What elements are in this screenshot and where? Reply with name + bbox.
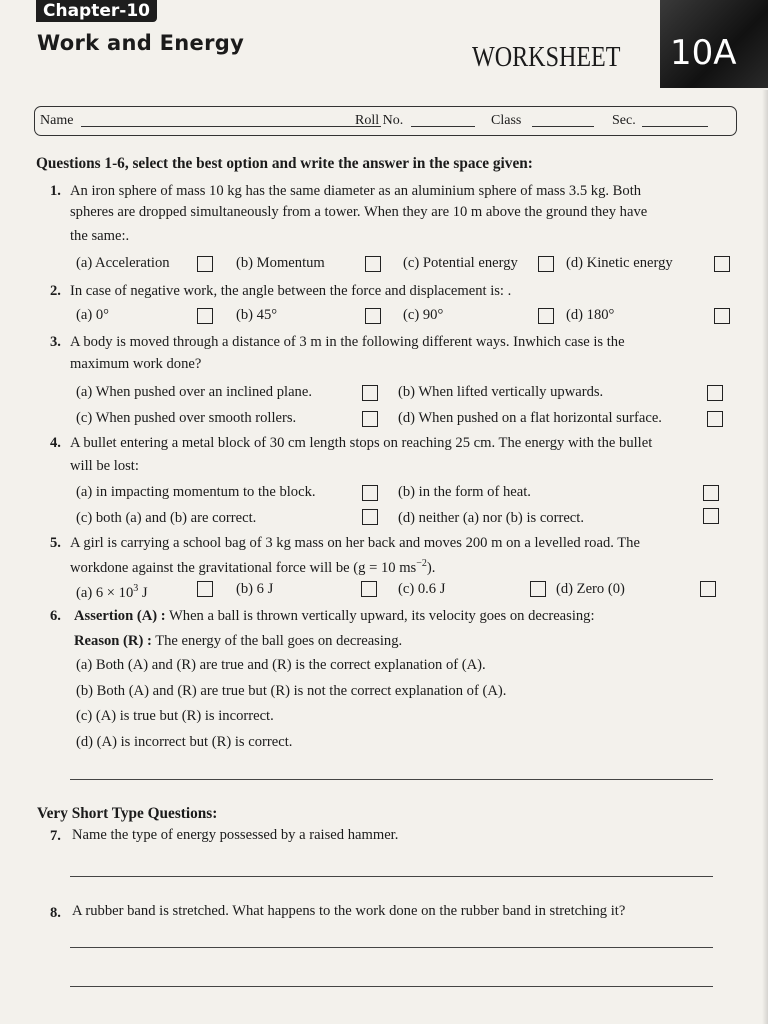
q1-text-line3: the same:. <box>70 228 130 244</box>
worksheet-number: 10A <box>660 0 768 88</box>
name-label: Name <box>40 113 74 128</box>
q7-text: Name the type of energy possessed by a raised hammer. <box>72 827 399 843</box>
name-field[interactable] <box>81 126 381 127</box>
q2-text: In case of negative work, the angle between the force and displacement is: . <box>70 283 512 299</box>
q5-superscript: −2 <box>416 558 427 569</box>
q3-text-line2: maximum work done? <box>70 356 202 372</box>
q5-text-line2-end: ). <box>426 559 436 576</box>
class-field[interactable] <box>532 126 594 127</box>
reason-text: The energy of the ball goes on decreasing. <box>155 633 403 649</box>
q3-option-c: (c) When pushed over smooth rollers. <box>76 410 297 426</box>
q6-number: 6. <box>50 608 61 624</box>
q1-number: 1. <box>50 183 61 199</box>
worksheet-label: WORKSHEET <box>472 42 621 73</box>
q3-checkbox-a[interactable] <box>362 385 378 401</box>
q2-option-c: (c) 90° <box>403 307 444 323</box>
q5-checkbox-c[interactable] <box>530 581 546 597</box>
q3-number: 3. <box>50 334 61 350</box>
q6-answer-line[interactable] <box>70 779 713 780</box>
q5-checkbox-a[interactable] <box>197 581 213 597</box>
sec-label: Sec. <box>612 113 636 128</box>
q4-checkbox-c[interactable] <box>362 509 378 525</box>
q1-option-a: (a) Acceleration <box>76 255 170 271</box>
q2-option-a: (a) 0° <box>76 307 109 323</box>
q4-option-b: (b) in the form of heat. <box>398 484 531 500</box>
q2-checkbox-a[interactable] <box>197 308 213 324</box>
q6-reason <box>74 632 402 650</box>
sec-field[interactable] <box>642 126 708 127</box>
chapter-tag: Chapter-10 <box>36 0 157 22</box>
q5-text-line2 <box>70 555 435 577</box>
q4-text-line1: A bullet entering a metal block of 30 cm length stops on reaching 25 cm. The energy with the bullet <box>70 435 653 451</box>
q6-option-c: (c) (A) is true but (R) is incorrect. <box>76 708 274 724</box>
q2-number: 2. <box>50 283 61 299</box>
reason-label: Reason (R) : <box>74 633 152 649</box>
chapter-title: Work and Energy <box>37 31 245 55</box>
q6-option-b: (b) Both (A) and (R) are true but (R) is not the correct explanation of (A). <box>76 683 507 699</box>
q2-checkbox-d[interactable] <box>714 308 730 324</box>
q5-number: 5. <box>50 535 61 551</box>
q8-text: A rubber band is stretched. What happens to the work done on the rubber band in stretching it? <box>72 903 626 919</box>
q5-option-d: (d) Zero (0) <box>556 581 625 597</box>
page-edge-shadow <box>762 90 768 1024</box>
q2-option-b: (b) 45° <box>236 307 278 323</box>
q6-option-a: (a) Both (A) and (R) are true and (R) is the correct explanation of (A). <box>76 657 486 673</box>
q5-checkbox-b[interactable] <box>361 581 377 597</box>
q5-option-b: (b) 6 J <box>236 581 274 597</box>
instructions: Questions 1-6, select the best option and write the answer in the space given: <box>36 155 533 172</box>
q1-checkbox-c[interactable] <box>538 256 554 272</box>
q1-text-line1: An iron sphere of mass 10 kg has the same diameter as an aluminium sphere of mass 3.5 kg. Both <box>70 183 642 199</box>
q7-number: 7. <box>50 828 61 844</box>
q4-checkbox-b[interactable] <box>703 485 719 501</box>
q3-checkbox-b[interactable] <box>707 385 723 401</box>
roll-field[interactable] <box>411 126 475 127</box>
student-info-box <box>34 106 737 136</box>
q1-option-c: (c) Potential energy <box>403 255 518 271</box>
q2-checkbox-c[interactable] <box>538 308 554 324</box>
very-short-heading: Very Short Type Questions: <box>37 805 218 822</box>
assertion-label: Assertion (A) : <box>74 608 166 624</box>
q1-option-b: (b) Momentum <box>236 255 325 271</box>
q4-option-d: (d) neither (a) nor (b) is correct. <box>398 510 584 526</box>
q5-option-a <box>76 580 148 602</box>
q5-option-a-main: (a) 6 × 10 <box>76 584 134 601</box>
assertion-text: When a ball is thrown vertically upward, its velocity goes on decreasing: <box>169 608 595 624</box>
q4-option-c: (c) both (a) and (b) are correct. <box>76 510 257 526</box>
q5-checkbox-d[interactable] <box>700 581 716 597</box>
q5-option-a-unit: J <box>138 584 148 601</box>
q5-text-line2-main: workdone against the gravitational force will be (g = 10 ms <box>70 559 417 576</box>
roll-label: Roll No. <box>355 113 404 128</box>
q4-checkbox-a[interactable] <box>362 485 378 501</box>
q1-text-line2: spheres are dropped simultaneously from a tower. When they are 10 m above the ground they have <box>70 204 648 220</box>
q4-checkbox-d[interactable] <box>703 508 719 524</box>
class-label: Class <box>491 113 522 128</box>
q4-number: 4. <box>50 435 61 451</box>
q1-checkbox-b[interactable] <box>365 256 381 272</box>
q8-number: 8. <box>50 905 61 921</box>
q5-option-c: (c) 0.6 J <box>398 581 446 597</box>
q3-option-b: (b) When lifted vertically upwards. <box>398 384 604 400</box>
q1-checkbox-d[interactable] <box>714 256 730 272</box>
q3-option-d: (d) When pushed on a flat horizontal surface. <box>398 410 662 426</box>
q5-text-line1: A girl is carrying a school bag of 3 kg mass on her back and moves 200 m on a levelled road. The <box>70 535 640 551</box>
q1-option-d: (d) Kinetic energy <box>566 255 673 271</box>
q2-option-d: (d) 180° <box>566 307 615 323</box>
q1-checkbox-a[interactable] <box>197 256 213 272</box>
q3-text-line1: A body is moved through a distance of 3 m in the following different ways. Inwhich case is the <box>70 334 625 350</box>
q7-answer-line[interactable] <box>70 876 713 877</box>
q3-option-a: (a) When pushed over an inclined plane. <box>76 384 312 400</box>
q8-answer-line-2[interactable] <box>70 986 713 987</box>
q4-option-a: (a) in impacting momentum to the block. <box>76 484 316 500</box>
q3-checkbox-d[interactable] <box>707 411 723 427</box>
q6-option-d: (d) (A) is incorrect but (R) is correct. <box>76 734 293 750</box>
q3-checkbox-c[interactable] <box>362 411 378 427</box>
q2-checkbox-b[interactable] <box>365 308 381 324</box>
q5-option-a-exp: 3 <box>133 583 139 594</box>
q6-assertion <box>74 607 595 625</box>
q4-text-line2: will be lost: <box>70 458 139 474</box>
q8-answer-line-1[interactable] <box>70 947 713 948</box>
